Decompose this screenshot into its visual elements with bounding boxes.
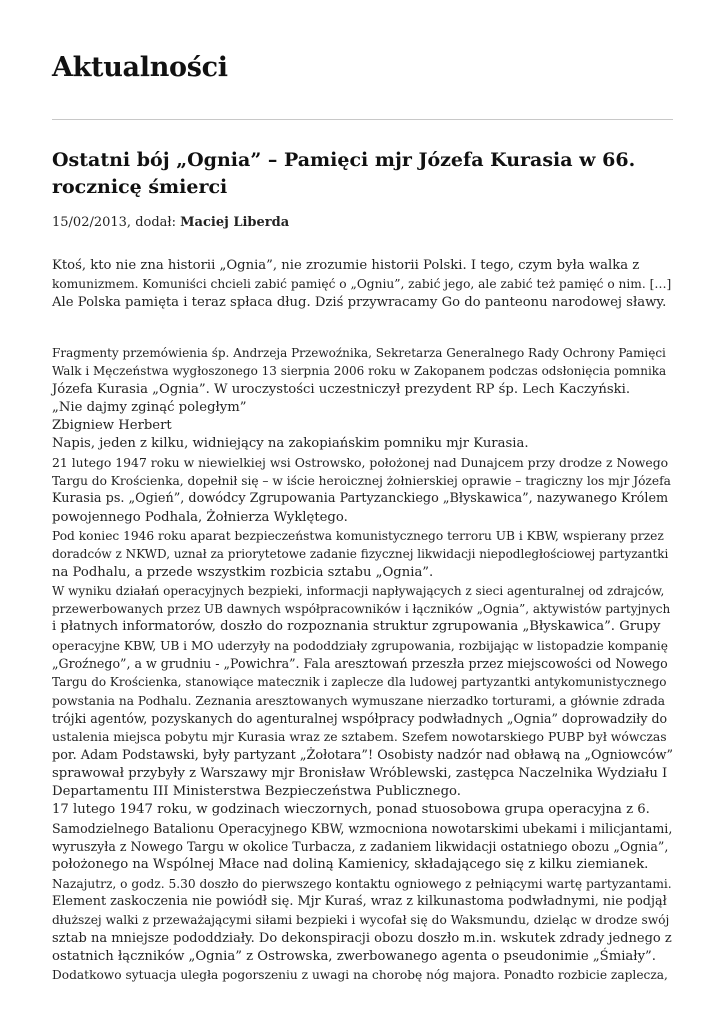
body-line: Fragmenty przemówienia śp. Andrzeja Przewoźnika, Sekretarza Generalnego Rady Ochrony Pamięci [52,346,666,360]
article-lead [52,257,673,312]
body-line: sztab na mniejsze pododdziały. Do dekonspiracji obozu doszło m.in. wskutek zdrady jednego z [52,930,672,946]
body-line: doradców z NKWD, uznał za priorytetowe zadanie fizycznej likwidacji niepodległościowej partyzantki [52,547,669,562]
article-author[interactable]: Maciej Liberda [180,215,290,230]
divider [52,119,673,120]
body-line: przewerbowanych przez UB dawnych współpracowników i łączników „Ognia”, aktywistów partyjnych [52,602,671,617]
body-line: Kurasia ps. „Ogień”, dowódcy Zgrupowania Partyzanckiego „Błyskawica”, nazywanego Królem [52,491,669,507]
body-line: Walk i Męczeństwa wygłoszonego 13 sierpnia 2006 roku w Zakopanem podczas odsłonięcia pomnika [52,364,667,379]
body-line: 21 lutego 1947 roku w niewielkiej wsi Ostrowsko, położonej nad Dunajcem przy drodze z Nowego [52,454,669,470]
lead-line: Ktoś, kto nie zna historii „Ognia”, nie zrozumie historii Polski. I tego, czym była walka z [52,258,640,273]
article-body [52,344,673,984]
body-line: powojennego Podhala, Żołnierza Wyklętego. [52,509,348,525]
body-line: Samodzielnego Batalionu Operacyjnego KBW, wzmocniona nowotarskimi ubekami i milicjantami, [52,820,673,836]
body-line: Nazajutrz, o godz. 5.30 doszło do pierwszego kontaktu ogniowego z pełniącymi wartę partyzantami. [52,876,672,891]
article-title-line: rocznicę śmierci [52,176,228,198]
body-line: Departamentu III Ministerstwa Bezpieczeństwa Publicznego. [52,784,461,800]
body-line: dłuższej walki z przeważającymi siłami bezpieki i wycofał się do Waksmundu, dzieląc w drodze swój [52,913,670,928]
body-line: ustalenia miejsca pobytu mjr Kurasia wraz ze sztabem. Szefem nowotarskiego PUBP był wówczas [52,729,667,745]
body-line: 17 lutego 1947 roku, w godzinach wieczornych, ponad stuosobowa grupa operacyjna z 6. [52,802,650,818]
body-line: Józefa Kurasia „Ognia”. W uroczystości uczestniczył prezydent RP śp. Lech Kaczyński. [52,381,631,397]
article-title-line: Ostatni bój „Ognia” – Pamięci mjr Józefa Kurasia w 66. [52,149,636,171]
body-line: Element zaskoczenia nie powiódł się. Mjr Kuraś, wraz z kilkunastoma podwładnymi, nie podjął [52,893,667,909]
body-line: „Nie dajmy zginąć poległym” [52,399,247,415]
body-line: Targu do Krościenka, dopełnił się – w iście heroicznej żołnierskiej oprawie – tragiczny los mjr Józefa [52,474,671,489]
body-line: W wyniku działań operacyjnych bezpieki, informacji napływających z sieci agenturalnej od zdrajców, [52,583,665,598]
section-title: Aktualności [52,52,228,83]
body-line: por. Adam Podstawski, były partyzant „Żołotara”! Osobisty nadzór nad obławą na „Ogniowców” [52,747,674,763]
body-line: ostatnich łączników „Ognia” z Ostrowska, zwerbowanego agenta o pseudonimie „Śmiały”. [52,948,656,964]
body-line: położonego na Wspólnej Młace nad doliną Kamienicy, składającego się z kilku ziemianek. [52,857,649,873]
lead-line: Ale Polska pamięta i teraz spłaca dług. Dziś przywracamy Go do panteonu narodowej sławy. [52,294,667,310]
body-line: powstania na Podhalu. Zeznania aresztowanych wymuszane nierzadko torturami, a głównie zdrada [52,693,666,708]
body-line: na Podhalu, a przede wszystkim rozbicia sztabu „Ognia”. [52,564,434,580]
body-line: operacyjne KBW, UB i MO uderzyły na pododdziały zgrupowania, rozbijając w listopadzie kompanię [52,638,668,653]
body-line: Pod koniec 1946 roku aparat bezpieczeństwa komunistycznego terroru UB i KBW, wspierany przez [52,528,664,543]
body-line: Napis, jeden z kilku, widniejący na zakopiańskim pomniku mjr Kurasia. [52,436,529,452]
article-date: 15/02/2013, dodał: [52,215,177,230]
lead-line: komunizmem. Komuniści chcieli zabić pamięć o „Ogniu”, zabić jego, ale zabić też pamięć o nim. […] [52,277,672,292]
article-meta [52,214,289,232]
body-line: sprawował przybyły z Warszawy mjr Bronisław Wróblewski, zastępca Naczelnika Wydziału I [52,765,668,781]
body-line: Targu do Krościenka, stanowiące matecznik i zaplecze dla ludowej partyzantki antykomunistycznego [52,675,667,690]
body-line: i płatnych informatorów, doszło do rozpoznania struktur zgrupowania „Błyskawica”. Grupy [52,619,661,635]
body-line: „Groźnego”, a w grudniu - „Powichra”. Fala aresztowań przeszła przez miejscowości od Nowego [52,656,668,672]
body-line: wyruszyła z Nowego Targu w okolice Turbacza, z zadaniem likwidacji ostatniego obozu „Ognia”, [52,839,669,855]
article-title[interactable] [52,147,652,201]
body-line: trójki agentów, pozyskanych do agenturalnej współpracy podwładnych „Ognia” doprowadziły do [52,710,668,726]
body-line: Dodatkowo sytuacja uległa pogorszeniu z uwagi na chorobę nóg majora. Ponadto rozbicie zaplecza, [52,968,668,983]
body-line: Zbigniew Herbert [52,418,172,434]
